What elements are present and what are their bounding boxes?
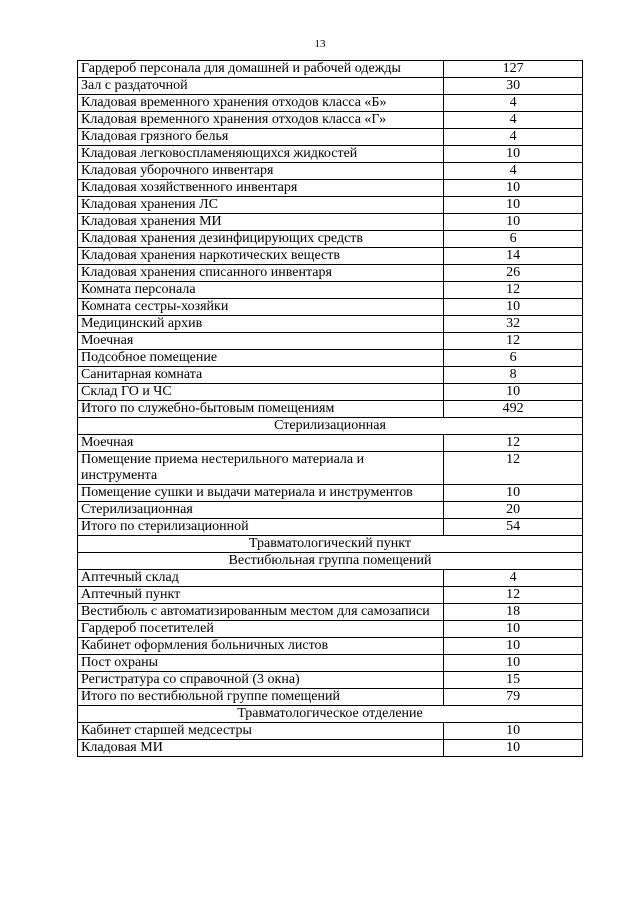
table-row <box>78 740 583 757</box>
room-area-cell: 8 <box>444 367 583 384</box>
room-name-cell: Стерилизационная <box>78 502 444 519</box>
room-name-cell: Аптечный пункт <box>78 587 444 604</box>
room-name-cell: Регистратура со справочной (3 окна) <box>78 672 444 689</box>
room-name-cell: Вестибюль с автоматизированным местом для самозаписи <box>78 604 444 621</box>
room-name-cell: Кладовая МИ <box>78 740 444 757</box>
room-name-cell: Кладовая временного хранения отходов класса «Г» <box>78 112 444 129</box>
room-area-cell: 12 <box>444 587 583 604</box>
table-row <box>78 78 583 95</box>
room-name-cell: Склад ГО и ЧС <box>78 384 444 401</box>
table-row <box>78 367 583 384</box>
rooms-table-body <box>78 61 583 757</box>
section-header-row <box>78 553 583 570</box>
table-row <box>78 452 583 485</box>
table-row <box>78 723 583 740</box>
room-area-cell: 6 <box>444 231 583 248</box>
room-area-cell: 12 <box>444 282 583 299</box>
room-name-cell: Кладовая хранения наркотических веществ <box>78 248 444 265</box>
table-row <box>78 214 583 231</box>
room-name-cell: Кладовая хранения дезинфицирующих средств <box>78 231 444 248</box>
room-name-cell: Зал с раздаточной <box>78 78 444 95</box>
rooms-table <box>77 60 583 757</box>
table-row <box>78 299 583 316</box>
table-row <box>78 587 583 604</box>
room-area-cell: 12 <box>444 435 583 452</box>
room-area-cell: 15 <box>444 672 583 689</box>
table-row <box>78 689 583 706</box>
room-area-cell: 10 <box>444 655 583 672</box>
room-name-cell: Медицинский архив <box>78 316 444 333</box>
room-area-cell: 10 <box>444 638 583 655</box>
section-header-row <box>78 536 583 553</box>
room-area-cell: 18 <box>444 604 583 621</box>
room-area-cell: 20 <box>444 502 583 519</box>
table-row <box>78 129 583 146</box>
room-name-cell: Кладовая хранения МИ <box>78 214 444 231</box>
room-name-cell: Моечная <box>78 333 444 350</box>
room-area-cell: 4 <box>444 163 583 180</box>
table-row <box>78 265 583 282</box>
table-row <box>78 672 583 689</box>
table-row <box>78 604 583 621</box>
room-name-cell: Комната сестры-хозяйки <box>78 299 444 316</box>
room-area-cell: 4 <box>444 95 583 112</box>
room-name-cell: Кладовая хранения списанного инвентаря <box>78 265 444 282</box>
room-area-cell: 54 <box>444 519 583 536</box>
room-area-cell: 10 <box>444 723 583 740</box>
room-area-cell: 10 <box>444 299 583 316</box>
room-area-cell: 10 <box>444 146 583 163</box>
room-name-cell: Кабинет старшей медсестры <box>78 723 444 740</box>
room-name-cell: Санитарная комната <box>78 367 444 384</box>
room-name-cell: Пост охраны <box>78 655 444 672</box>
room-area-cell: 10 <box>444 740 583 757</box>
table-row <box>78 112 583 129</box>
room-area-cell: 10 <box>444 180 583 197</box>
room-area-cell: 4 <box>444 112 583 129</box>
room-name-cell: Гардероб посетителей <box>78 621 444 638</box>
room-name-cell: Кладовая грязного белья <box>78 129 444 146</box>
section-title: Вестибюльная группа помещений <box>78 553 583 570</box>
room-area-cell: 30 <box>444 78 583 95</box>
room-area-cell: 10 <box>444 214 583 231</box>
room-name-cell: Итого по вестибюльной группе помещений <box>78 689 444 706</box>
table-row <box>78 570 583 587</box>
room-name-cell: Кабинет оформления больничных листов <box>78 638 444 655</box>
table-row <box>78 435 583 452</box>
room-area-cell: 14 <box>444 248 583 265</box>
room-area-cell: 492 <box>444 401 583 418</box>
room-area-cell: 10 <box>444 197 583 214</box>
room-area-cell: 12 <box>444 333 583 350</box>
room-area-cell: 10 <box>444 485 583 502</box>
room-name-cell: Итого по служебно-бытовым помещениям <box>78 401 444 418</box>
section-header-row <box>78 706 583 723</box>
table-row <box>78 282 583 299</box>
room-area-cell: 79 <box>444 689 583 706</box>
room-area-cell: 4 <box>444 570 583 587</box>
table-row <box>78 180 583 197</box>
room-name-cell: Помещение сушки и выдачи материала и инструментов <box>78 485 444 502</box>
section-title: Травматологический пункт <box>78 536 583 553</box>
room-area-cell: 10 <box>444 621 583 638</box>
table-row <box>78 485 583 502</box>
room-name-cell: Комната персонала <box>78 282 444 299</box>
section-title: Травматологическое отделение <box>78 706 583 723</box>
table-row <box>78 638 583 655</box>
room-area-cell: 127 <box>444 61 583 78</box>
table-row <box>78 316 583 333</box>
table-row <box>78 163 583 180</box>
table-row <box>78 248 583 265</box>
table-row <box>78 655 583 672</box>
room-area-cell: 12 <box>444 452 583 485</box>
room-area-cell: 4 <box>444 129 583 146</box>
table-row <box>78 61 583 78</box>
table-row <box>78 350 583 367</box>
room-area-cell: 26 <box>444 265 583 282</box>
room-area-cell: 6 <box>444 350 583 367</box>
table-row <box>78 197 583 214</box>
room-name-cell: Гардероб персонала для домашней и рабочей одежды <box>78 61 444 78</box>
room-name-cell: Моечная <box>78 435 444 452</box>
section-header-row <box>78 418 583 435</box>
section-title: Стерилизационная <box>78 418 583 435</box>
room-name-cell: Кладовая временного хранения отходов класса «Б» <box>78 95 444 112</box>
room-name-cell: Кладовая уборочного инвентаря <box>78 163 444 180</box>
table-row <box>78 401 583 418</box>
room-area-cell: 32 <box>444 316 583 333</box>
table-row <box>78 621 583 638</box>
room-name-cell: Подсобное помещение <box>78 350 444 367</box>
page-number: 13 <box>314 38 326 50</box>
room-name-cell: Кладовая легковоспламеняющихся жидкостей <box>78 146 444 163</box>
table-row <box>78 231 583 248</box>
table-row <box>78 333 583 350</box>
room-area-cell: 10 <box>444 384 583 401</box>
table-row <box>78 146 583 163</box>
room-name-cell: Аптечный склад <box>78 570 444 587</box>
table-row <box>78 519 583 536</box>
table-row <box>78 95 583 112</box>
table-row <box>78 384 583 401</box>
room-name-cell: Помещение приема нестерильного материала и инструмента <box>78 452 444 485</box>
room-name-cell: Итого по стерилизационной <box>78 519 444 536</box>
room-name-cell: Кладовая хозяйственного инвентаря <box>78 180 444 197</box>
room-name-cell: Кладовая хранения ЛС <box>78 197 444 214</box>
table-row <box>78 502 583 519</box>
